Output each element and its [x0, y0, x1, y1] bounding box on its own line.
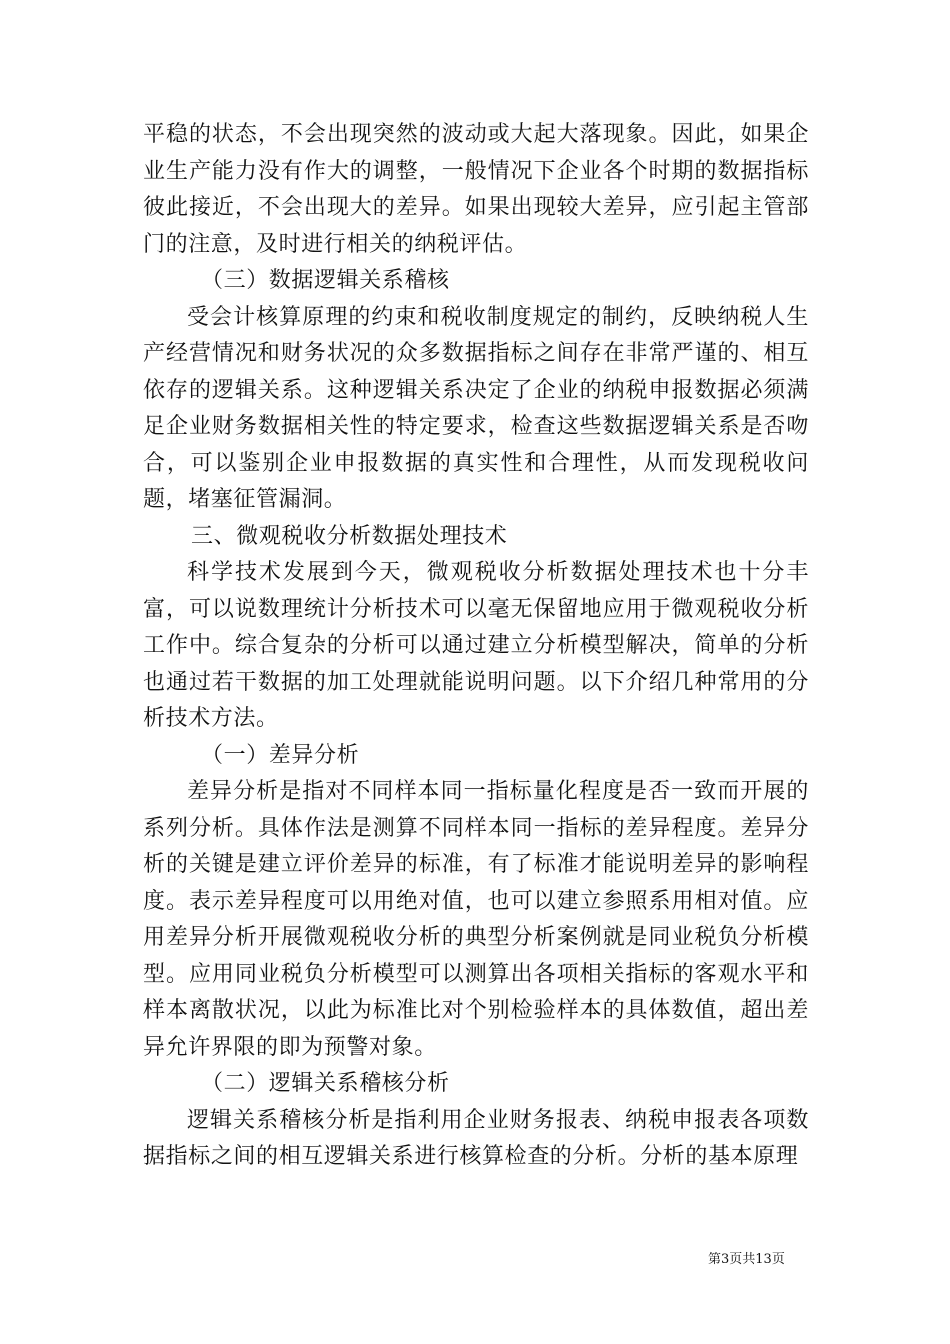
paragraph-difference-analysis: 差异分析是指对不同样本同一指标量化程度是否一致而开展的系列分析。具体作法是测算不同样本同一指标的差异程度。差异分析的关键是建立评价差异的标准，有了标准才能说明差异的影响程度。表示差异程度可以用绝对值，也可以建立参照系用相对值。应用差异分析开展微观税收分析的典型分析案例就是同业税负分析模型。应用同业税负分析模型可以测算出各项相关指标的客观水平和样本离散状况，以此为标准比对个别检验样本的具体数值，超出差异允许界限的即为预警对象。: [143, 779, 809, 1060]
page-number: 第3页共13页: [708, 1252, 785, 1267]
paragraph-data-logic-audit: 受会计核算原理的约束和税收制度规定的制约，反映纳税人生产经营情况和财务状况的众多数据指标之间存在非常严谨的、相互依存的逻辑关系。这种逻辑关系决定了企业的纳税申报数据必须满足企业财务数据相关性的特定要求，检查这些数据逻辑关系是否吻合，可以鉴别企业申报数据的真实性和合理性，从而发现税收问题，堵塞征管漏洞。: [143, 304, 809, 512]
paragraph-continuation: 平稳的状态，不会出现突然的波动或大起大落现象。因此，如果企业生产能力没有作大的调整，一般情况下企业各个时期的数据指标彼此接近，不会出现大的差异。如果出现较大差异，应引起主管部门的注意，及时进行相关的纳税评估。: [143, 122, 809, 257]
section-heading-logic-audit-analysis: （二）逻辑关系稽核分析: [201, 1071, 450, 1096]
section-heading-data-logic-audit: （三）数据逻辑关系稽核: [201, 268, 450, 293]
document-body: [143, 117, 809, 1176]
section-heading-difference-analysis: （一）差异分析: [201, 742, 360, 768]
paragraph-logic-audit-analysis: 逻辑关系稽核分析是指利用企业财务报表、纳税申报表各项数据指标之间的相互逻辑关系进行核算检查的分析。分析的基本原理: [143, 1107, 809, 1169]
paragraph-data-processing: 科学技术发展到今天，微观税收分析数据处理技术也十分丰富，可以说数理统计分析技术可以毫无保留地应用于微观税收分析工作中。综合复杂的分析可以通过建立分析模型解决，简单的分析也通过若干数据的加工处理就能说明问题。以下介绍几种常用的分析技术方法。: [143, 560, 809, 731]
chapter-heading-data-processing: 三、微观税收分析数据处理技术: [191, 523, 508, 549]
